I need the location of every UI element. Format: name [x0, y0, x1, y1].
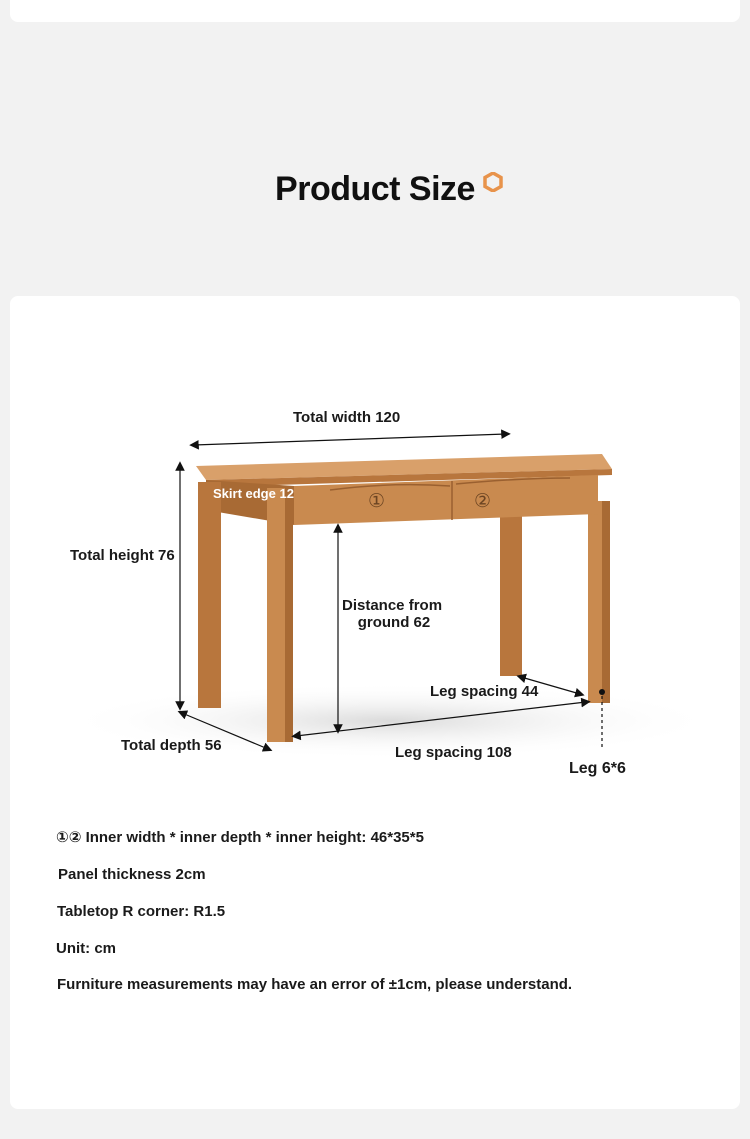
width-dimension-line — [194, 434, 506, 445]
drawer-2-label: ② — [474, 491, 492, 512]
front-left-leg-shade — [285, 488, 293, 742]
total-width-label: Total width 120 — [293, 409, 401, 426]
page-title: Product Size — [275, 170, 475, 208]
note-inner-dimensions: ①② Inner width * inner depth * inner height: 46*35*5 — [56, 829, 424, 846]
drawer-1-label: ① — [368, 491, 386, 512]
note-unit: Unit: cm — [56, 940, 116, 957]
title-section — [0, 170, 750, 209]
front-left-leg-back — [198, 482, 221, 708]
leg-spacing-108-label: Leg spacing 108 — [395, 744, 512, 761]
note-panel-thickness: Panel thickness 2cm — [58, 866, 206, 883]
leg-marker-dot — [599, 689, 605, 695]
total-depth-label: Total depth 56 — [121, 737, 222, 754]
back-left-leg — [500, 512, 522, 676]
previous-section-card — [10, 0, 740, 22]
skirt-edge-label: Skirt edge 12 — [213, 486, 294, 501]
note-tabletop-corner: Tabletop R corner: R1.5 — [57, 903, 226, 920]
leg-size-label: Leg 6*6 — [569, 760, 626, 777]
ground-62-label: ground 62 — [357, 614, 431, 631]
front-right-leg-shade — [602, 501, 610, 703]
desk-diagram — [10, 296, 740, 796]
size-card — [10, 296, 740, 1109]
distance-from-label: Distance from — [342, 597, 443, 614]
leg-spacing-44-label: Leg spacing 44 — [430, 683, 539, 700]
total-height-label: Total height 76 — [70, 547, 175, 564]
hexagon-icon — [483, 172, 503, 192]
note-error-tolerance: Furniture measurements may have an error of ±1cm, please understand. — [57, 976, 573, 993]
